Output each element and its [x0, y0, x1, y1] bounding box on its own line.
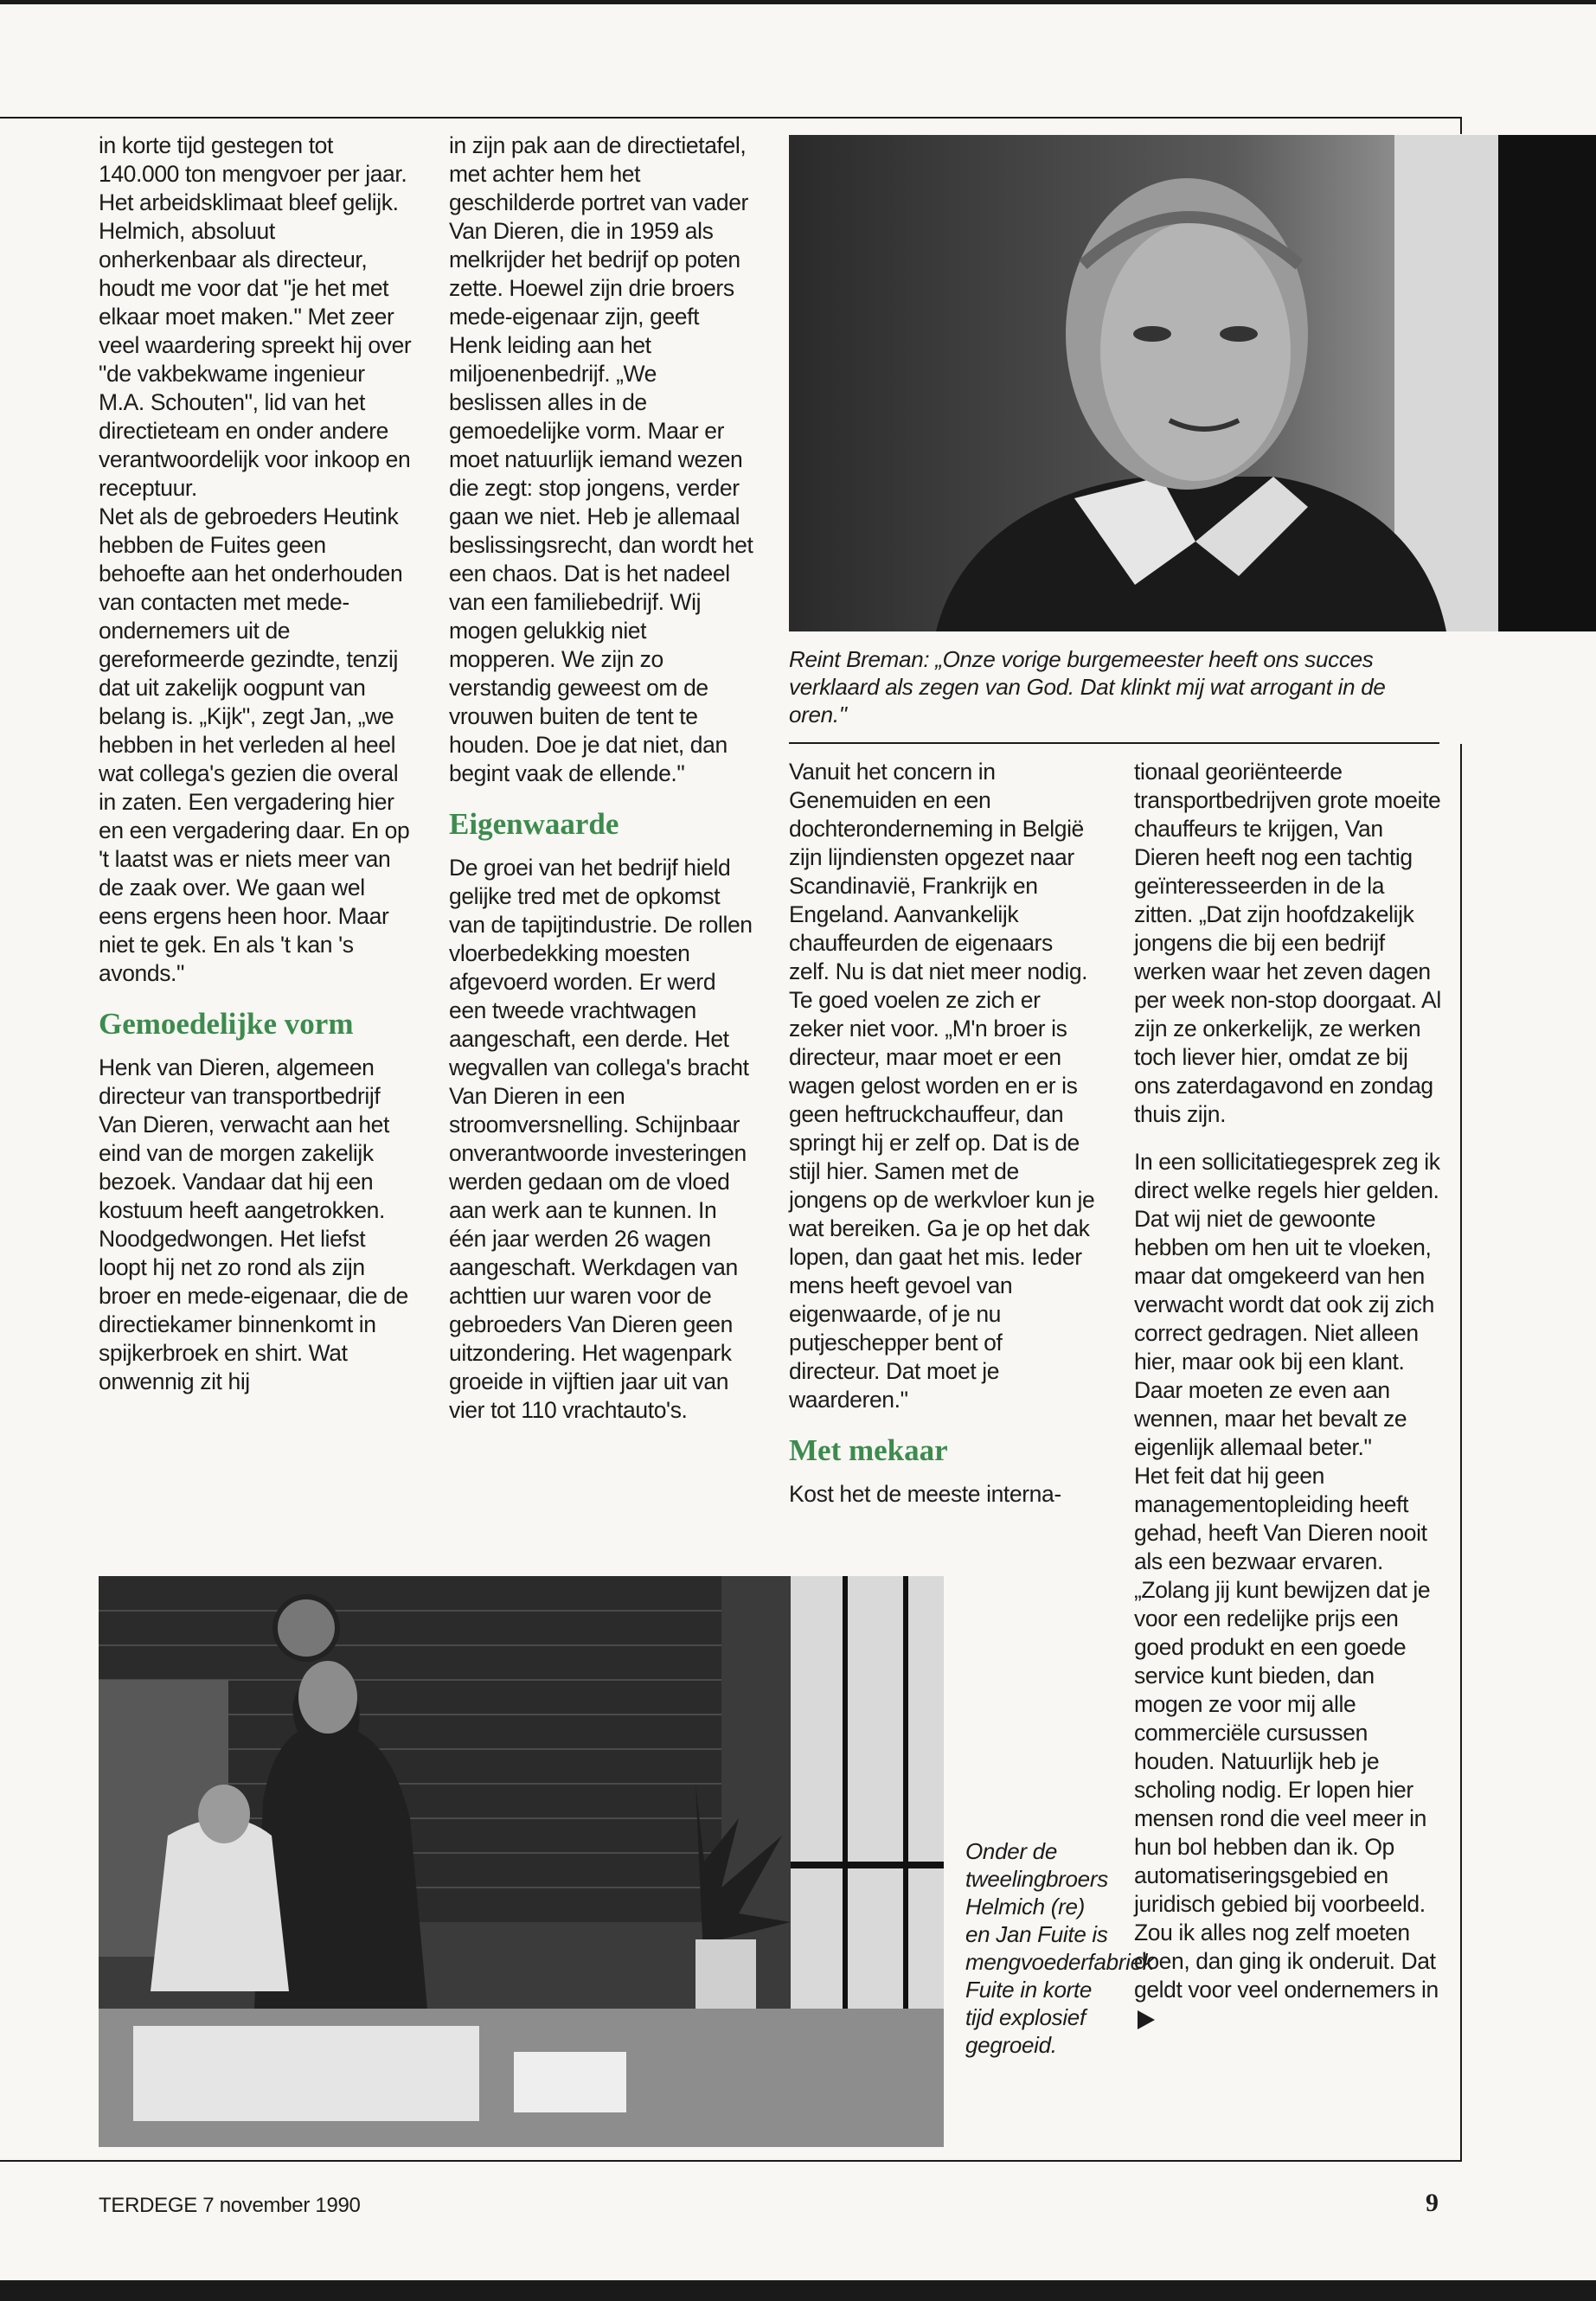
- c3-paragraph-1: Vanuit het concern in Genemuiden en een dochteronderneming in België zijn lijndiensten opgezet naar Scandinavië, Frankrijk en Engeland. Aanvankelijk chauffeurden de eigenaars zelf. Nu is dat niet meer nodig. Te goed voelen ze zich er zeker niet voor. „M'n broer is directeur, maar moet er een wagen gelost worden en er is geen heftruckchauffeur, dan springt hij er zelf op. Dat is de stijl hier. Samen met de jongens op de werkvloer kun je wat bereiken. Ga je op het dak lopen, dan gaat het mis. Ieder mens heeft gevoel van eigenwaarde, of je nu putjeschepper bent of directeur. Dat moet je waarderen.": [789, 759, 1095, 1413]
- heading-eigenwaarde: Eigenwaarde: [449, 807, 619, 841]
- footer-publication: [99, 2194, 361, 2218]
- heading-met-mekaar: Met mekaar: [789, 1433, 948, 1467]
- column-3: [789, 758, 1096, 1509]
- c2-paragraph-2: De groei van het bedrijf hield gelijke tred met de opkomst van de tapijtindustrie. De rollen vloerbedekking moesten afgevoerd worden. Er werd een tweede vrachtwagen aangeschaft, een derde. Het wegvallen van collega's bracht Van Dieren in een stroomversnelling. Schijnbaar onverantwoorde investeringen werden gedaan om de vloed aan werk aan te kunnen. In één jaar werden 26 wagen aangeschaft. Werkdagen van achttien uur waren voor de gebroeders Van Dieren geen uitzondering. Het wagenpark groeide in vijftien jaar uit van vier tot 110 vrachtauto's.: [449, 855, 753, 1423]
- c4-paragraph-1: tionaal georiënteerde transportbedrijven grote moeite chauffeurs te krijgen, Van Dieren heeft nog een tachtig geïnteresseerden in de la zitten. „Dat zijn hoofdzakelijk jongens die bij een bedrijf werken waar het zeven dagen per week non-stop doorgaat. Al zijn ze onkerkelijk, ze werken toch liever hier, omdat ze bij ons zaterdagavond en zondag thuis zijn.: [1134, 759, 1441, 1127]
- publication-date: 7 november 1990: [202, 2194, 361, 2217]
- column-1: [99, 131, 412, 1396]
- c1-paragraph-3: Henk van Dieren, algemeen directeur van transportbedrijf Van Dieren, verwacht aan het eind van de morgen zakelijk bezoek. Vandaar dat hij een kostuum heeft aangetrokken. Noodgedwongen. Het liefst loopt hij net zo rond als zijn broer en mede-eigenaar, die de directiekamer binnenkomt in spijkerbroek en shirt. Wat onwennig zit hij: [99, 1054, 408, 1394]
- header-rule: [0, 117, 1462, 119]
- c2-paragraph-1: in zijn pak aan de directietafel, met achter hem het geschilderde portret van vader Van Dieren, die in 1959 als melkrijder het bedrijf op poten zette. Hoewel zijn drie broers mede-eigenaar zijn, geeft Henk leiding aan het miljoenenbedrijf. „We beslissen alles in de gemoedelijke vorm. Maar er moet natuurlijk iemand wezen die zegt: stop jongens, verder gaan we niet. Heb je allemaal beslissingsrecht, dan wordt het een chaos. Dat is het nadeel van een familiebedrijf. Wij mogen gelukkig niet mopperen. We zijn zo verstandig geweest om de vrouwen buiten de tent te houden. Doe je dat niet, dan begint vaak de ellende.": [449, 132, 753, 786]
- c4-paragraph-3: [1134, 1462, 1445, 2033]
- c3-paragraph-2: Kost het de meeste interna-: [789, 1481, 1061, 1507]
- caption-bottom: Onder de tweelingbroers Helmich (re) en Jan Fuite is mengvoederfabriek Fuite in korte tijd explosief gegroeid.: [965, 1838, 1154, 2058]
- column-2: [449, 131, 753, 1425]
- caption-top: Reint Breman: „Onze vorige burgemeester heeft ons succes verklaard als zegen van God. Dat klinkt mij wat arrogant in de oren.": [789, 646, 1386, 727]
- heading-gemoedelijke-vorm: Gemoedelijke vorm: [99, 1007, 354, 1041]
- page-number: 9: [1426, 2189, 1439, 2217]
- c4-paragraph-3-text: Het feit dat hij geen managementopleiding heeft gehad, heeft Van Dieren nooit als een bezwaar ervaren. „Zolang jij kunt bewijzen dat je voor een redelijke prijs een goed produkt en een goede service kunt bieden, dan mogen ze voor mij alle commerciële cursussen houden. Natuurlijk heb je scholing nodig. Er lopen hier mensen rond die veel meer in hun bol hebben dan ik. Op automatiseringsgebied en juridisch gebied bij voorbeeld. Zou ik alles nog zelf moeten doen, dan ging ik onderuit. Dat geldt voor veel ondernemers in: [1134, 1463, 1439, 2003]
- column-divider: [1460, 744, 1462, 2161]
- top-border: [0, 0, 1596, 4]
- header-rule-tick: [1460, 117, 1462, 134]
- office-photo-fuite-brothers: [99, 1576, 944, 2147]
- bottom-border: [0, 2280, 1596, 2301]
- c4-paragraph-2: In een sollicitatiegesprek zeg ik direct welke regels hier gelden. Dat wij niet de gewoonte hebben om hen uit te vloeken, maar dat omgekeerd van hen verwacht wordt dat ook zij zich correct gedragen. Niet alleen hier, maar ook bij een klant. Daar moeten ze even aan wennen, maar het bevalt ze eigenlijk allemaal beter.": [1134, 1149, 1440, 1460]
- column-4: [1134, 758, 1445, 2033]
- c1-paragraph-1: in korte tijd gestegen tot 140.000 ton mengvoer per jaar. Het arbeidsklimaat bleef gelijk. Helmich, absoluut onherkenbaar als directeur, houdt me voor dat "je het met elkaar moet maken." Met zeer veel waardering spreekt hij over "de vakbekwame ingenieur M.A. Schouten", lid van het directieteam en onder andere verantwoordelijk voor inkoop en receptuur.: [99, 132, 412, 501]
- portrait-photo-reint-breman: [789, 135, 1596, 631]
- footer-rule: [0, 2160, 1462, 2162]
- publication-name: TERDEGE: [99, 2194, 197, 2217]
- c1-paragraph-2: Net als de gebroeders Heutink hebben de Fuites geen behoefte aan het onderhouden van contacten met mede-ondernemers uit de gereformeerde gezindte, tenzij dat uit zakelijk oogpunt van belang is. „Kijk", zegt Jan, „we hebben in het verleden al heel wat collega's gezien die overal in zaten. Een vergadering hier en een vergadering daar. En op 't laatst was er niets meer van de zaak over. We gaan wel eens ergens heen hoor. Maar niet te gek. En als 't kan 's avonds.": [99, 503, 410, 986]
- caption-rule: [789, 742, 1439, 744]
- continue-arrow-icon: [1138, 2010, 1155, 2029]
